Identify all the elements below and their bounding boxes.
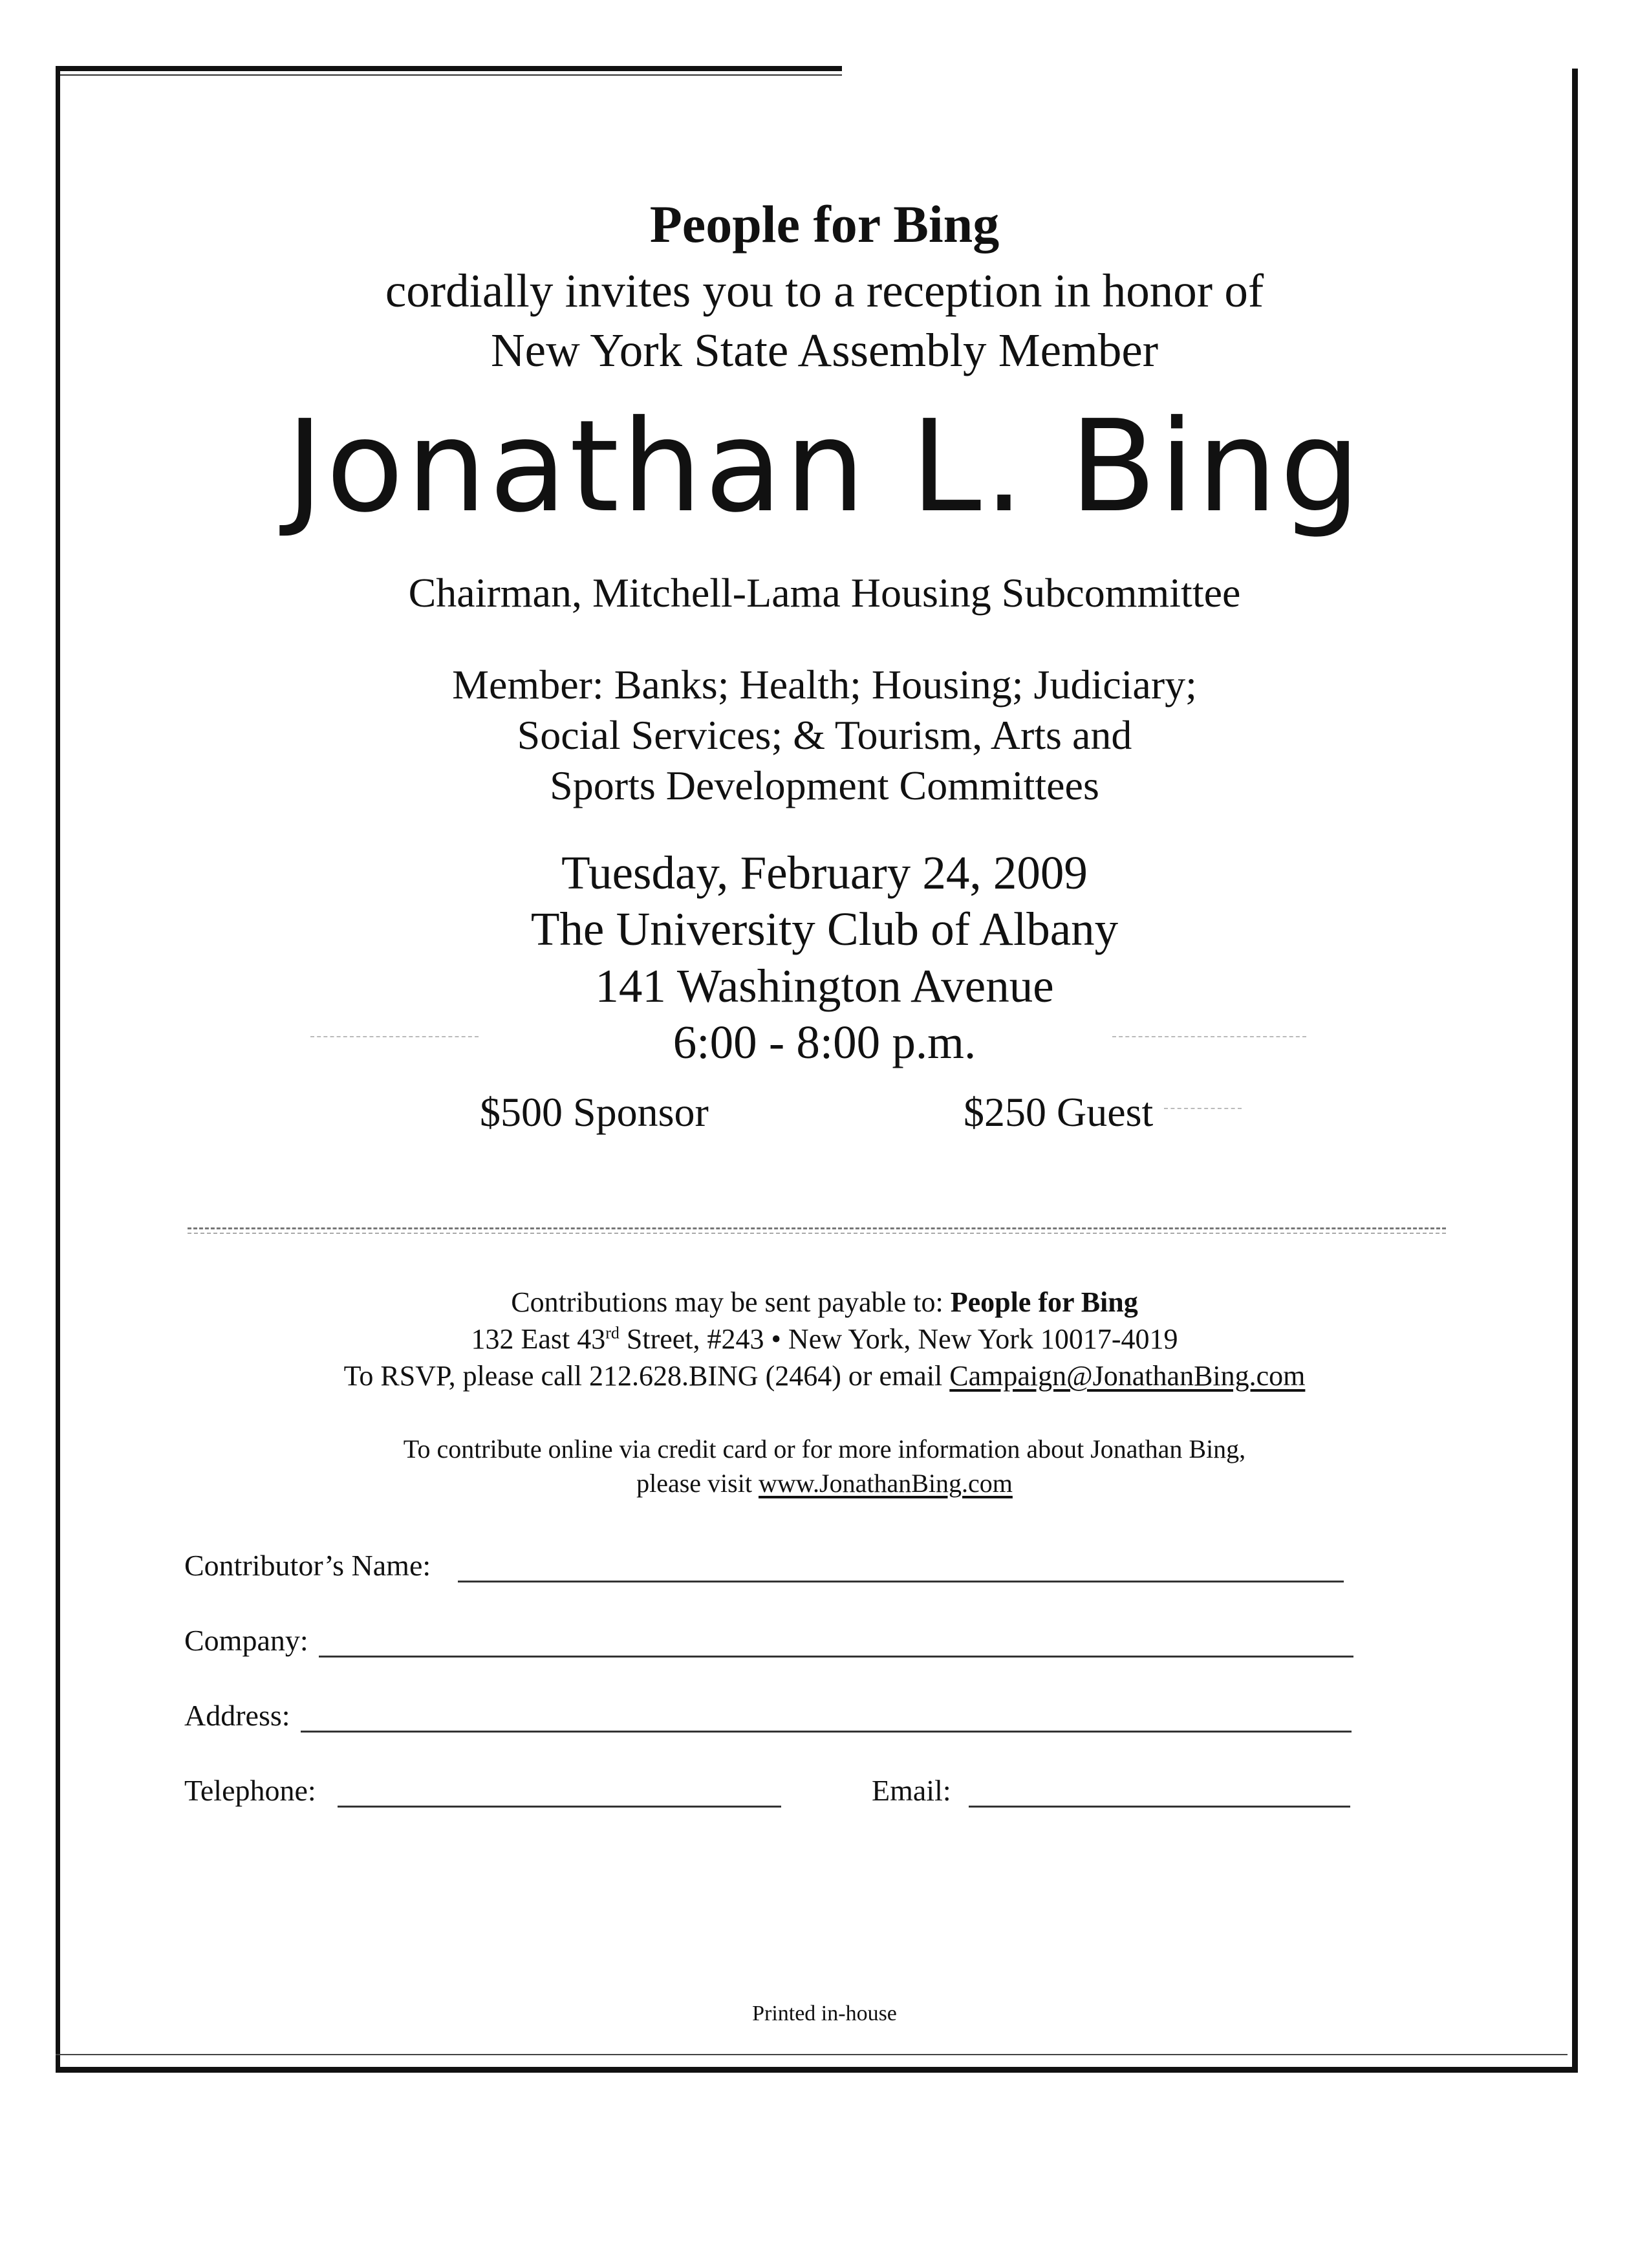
chairman-role: Chairman, Mitchell-Lama Housing Subcommittee (408, 570, 1241, 616)
member-line-2: Social Services; & Tourism, Arts and (517, 712, 1132, 758)
company-field[interactable] (319, 1656, 1353, 1658)
event-date: Tuesday, February 24, 2009 (561, 847, 1088, 899)
online-contribution-line: To contribute online via credit card or for more information about Jonathan Bing, (403, 1434, 1246, 1463)
email-field[interactable] (969, 1806, 1350, 1808)
payable-to: People for Bing (950, 1286, 1138, 1318)
contributions-payable-line (0, 1286, 1649, 1319)
contributor-name-field[interactable] (458, 1581, 1344, 1582)
sponsor-price: $500 Sponsor (480, 1089, 709, 1135)
contributor-name-label: Contributor’s Name: (184, 1549, 431, 1582)
address-field[interactable] (301, 1731, 1352, 1733)
scan-artifact-line (310, 1036, 479, 1037)
visit-prefix: please visit (636, 1469, 759, 1498)
printed-in-house-note: Printed in-house (752, 2002, 897, 2025)
mailing-address-line (0, 1323, 1649, 1355)
telephone-field[interactable] (338, 1806, 781, 1808)
street-superscript: rd (605, 1323, 620, 1343)
website-link[interactable]: www.JonathanBing.com (758, 1469, 1013, 1498)
address-label: Address: (184, 1699, 290, 1732)
event-address: 141 Washington Avenue (595, 960, 1054, 1012)
scan-artifact-line (1164, 1108, 1242, 1109)
guest-price: $250 Guest (964, 1089, 1154, 1135)
organization-heading: People for Bing (649, 195, 1000, 254)
invite-line: cordially invites you to a reception in honor of (385, 265, 1264, 317)
payable-prefix: Contributions may be sent payable to: (511, 1286, 951, 1318)
rsvp-email-link[interactable]: Campaign@JonathanBing.com (949, 1360, 1306, 1392)
member-line-1: Member: Banks; Health; Housing; Judiciary; (452, 662, 1197, 707)
street-suffix: Street, #243 • New York, New York 10017-4019 (619, 1323, 1178, 1355)
rsvp-prefix: To RSVP, please call 212.628.BING (2464) or email (343, 1360, 950, 1392)
separator-line (188, 1233, 1446, 1234)
street-prefix: 132 East 43 (471, 1323, 606, 1355)
company-label: Company: (184, 1624, 308, 1657)
email-label: Email: (872, 1774, 951, 1807)
website-line (0, 1468, 1649, 1498)
member-line-3: Sports Development Committees (550, 762, 1099, 808)
honoree-name: Jonathan L. Bing (286, 393, 1363, 541)
scan-artifact-line (1112, 1036, 1306, 1037)
telephone-label: Telephone: (184, 1774, 316, 1807)
title-line: New York State Assembly Member (490, 324, 1159, 376)
event-venue: The University Club of Albany (530, 903, 1119, 955)
rsvp-line (0, 1359, 1649, 1392)
separator-line (188, 1227, 1446, 1229)
frame-bottom-inner-border (56, 2054, 1568, 2055)
event-time: 6:00 - 8:00 p.m. (673, 1016, 976, 1068)
